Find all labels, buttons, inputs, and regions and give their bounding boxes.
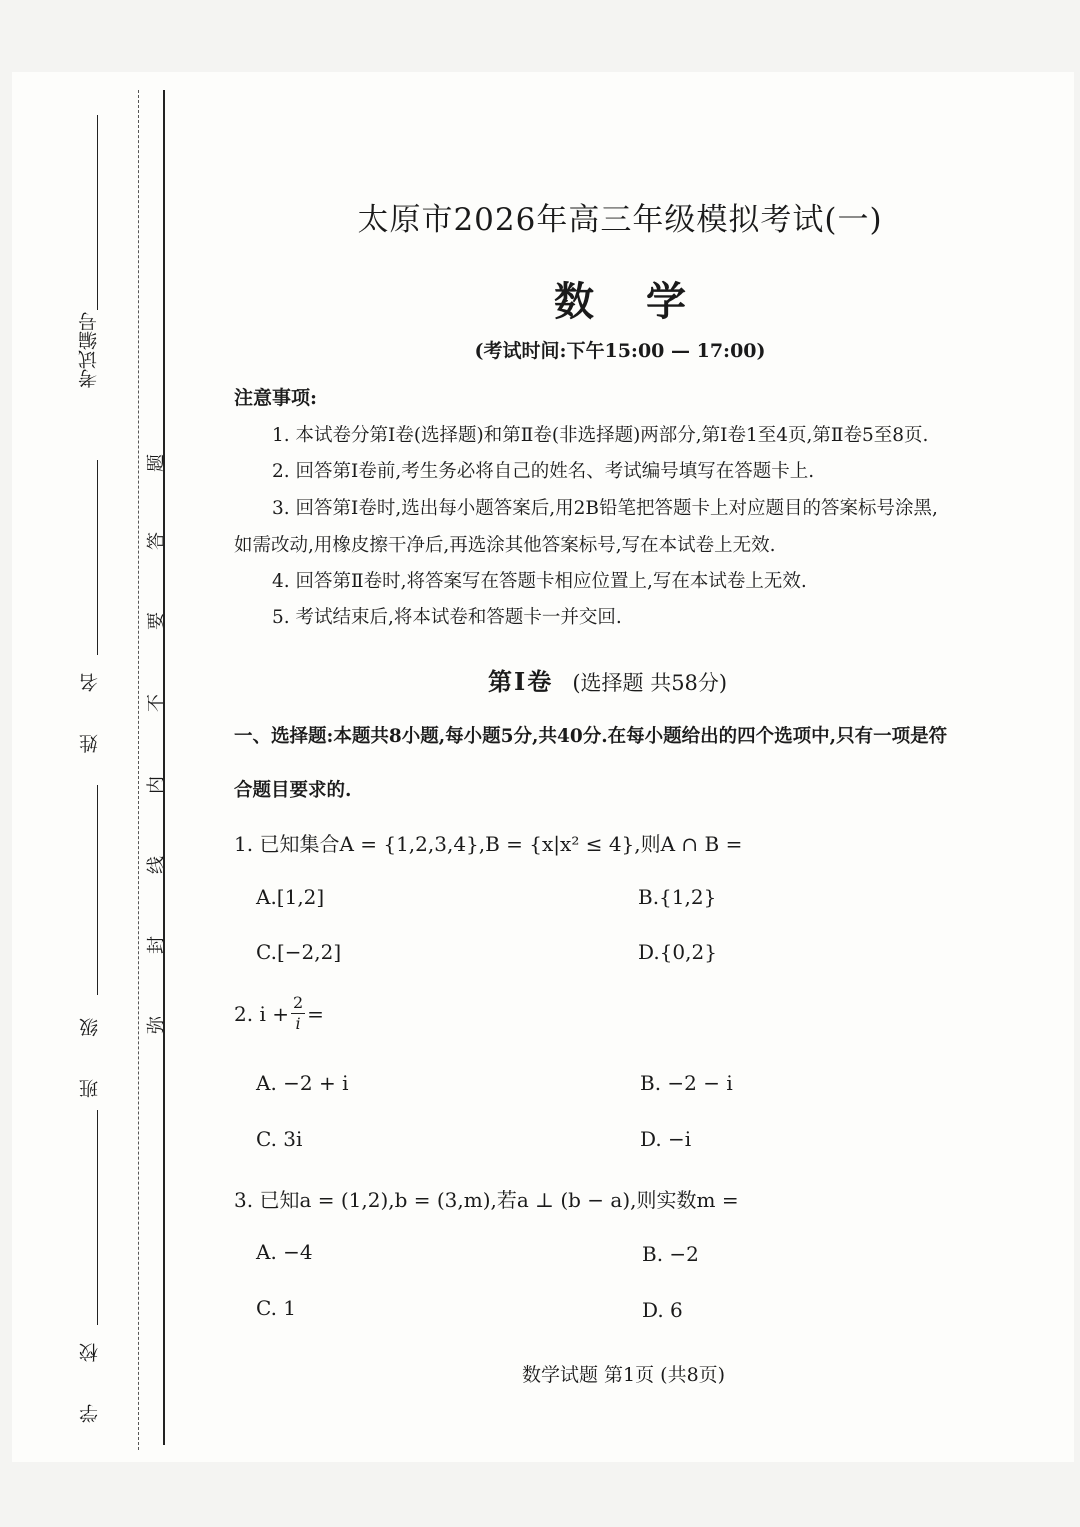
stem-text: = (307, 1001, 324, 1026)
fraction (291, 995, 305, 1032)
class-write-line[interactable] (97, 785, 98, 995)
notice-item-continued: 如需改动,用橡皮擦干净后,再选涂其他答案标号,写在本试卷上无效. (234, 535, 776, 556)
option-b: B.{1,2} (638, 885, 717, 909)
seal-char: 弥 (146, 1016, 167, 1034)
option-a: A. −2 + i (256, 1071, 349, 1095)
exam-title: 太原市2026年高三年级模拟考试(一) (357, 202, 883, 238)
page-footer: 数学试题 第1页 (共8页) (522, 1364, 726, 1386)
seal-char: 答 (146, 532, 167, 550)
option-a: A. −4 (256, 1240, 313, 1264)
option-c: C. 1 (256, 1296, 297, 1320)
seal-char: 要 (146, 612, 167, 630)
stem-text: 2. i + (234, 1001, 289, 1026)
field-label-name: 姓 名 (78, 655, 101, 754)
question-stem: 3. 已知a = (1,2),b = (3,m),若a ⊥ (b − a),则实数m = (234, 1188, 739, 1212)
notice-item: 1. 本试卷分第Ⅰ卷(选择题)和第Ⅱ卷(非选择题)两部分,第Ⅰ卷1至4页,第Ⅱ卷5至8页. (272, 425, 929, 446)
notice-item: 3. 回答第Ⅰ卷时,选出每小题答案后,用2B铅笔把答题卡上对应题目的答案标号涂黑, (272, 498, 938, 519)
part-title: 第Ⅰ卷 (488, 667, 554, 696)
option-c: C. 3i (256, 1127, 303, 1151)
name-write-line[interactable] (97, 460, 98, 655)
field-label-exam-number: 考试编号 (77, 312, 100, 388)
notice-heading: 注意事项: (234, 387, 318, 409)
part-subtitle: (选择题 共58分) (572, 671, 728, 695)
field-label-class: 班 级 (78, 1000, 101, 1099)
field-label-school: 学 校 (78, 1325, 101, 1424)
fraction-denominator: i (295, 1014, 301, 1033)
option-c: C.[−2,2] (256, 940, 342, 964)
fraction-numerator: 2 (292, 993, 304, 1012)
seal-char: 内 (146, 776, 167, 794)
section-instruction: 一、选择题:本题共8小题,每小题5分,共40分.在每小题给出的四个选项中,只有一项是符 (234, 726, 948, 747)
section-instruction-continued: 合题目要求的. (234, 780, 352, 801)
seal-char: 题 (146, 454, 167, 472)
notice-item: 5. 考试结束后,将本试卷和答题卡一并交回. (272, 607, 622, 628)
subject-title: 数学 (554, 278, 738, 325)
option-d: D. −i (640, 1127, 692, 1151)
school-write-line[interactable] (97, 1110, 98, 1325)
option-d: D. 6 (642, 1298, 683, 1322)
notice-item: 4. 回答第Ⅱ卷时,将答案写在答题卡相应位置上,写在本试卷上无效. (272, 571, 807, 592)
option-a: A.[1,2] (256, 885, 325, 909)
seal-char: 不 (146, 694, 167, 712)
seal-char: 封 (146, 936, 167, 954)
part-heading (488, 662, 727, 697)
exam-time: (考试时间:下午15:00 — 17:00) (474, 340, 766, 362)
option-b: B. −2 (642, 1242, 699, 1266)
option-d: D.{0,2} (638, 940, 717, 964)
seal-char: 线 (146, 856, 167, 874)
option-b: B. −2 − i (640, 1071, 733, 1095)
notice-item: 2. 回答第Ⅰ卷前,考生务必将自己的姓名、考试编号填写在答题卡上. (272, 461, 815, 482)
question-stem (234, 995, 324, 1032)
question-stem: 1. 已知集合A = {1,2,3,4},B = {x|x² ≤ 4},则A ∩ B = (234, 832, 743, 856)
